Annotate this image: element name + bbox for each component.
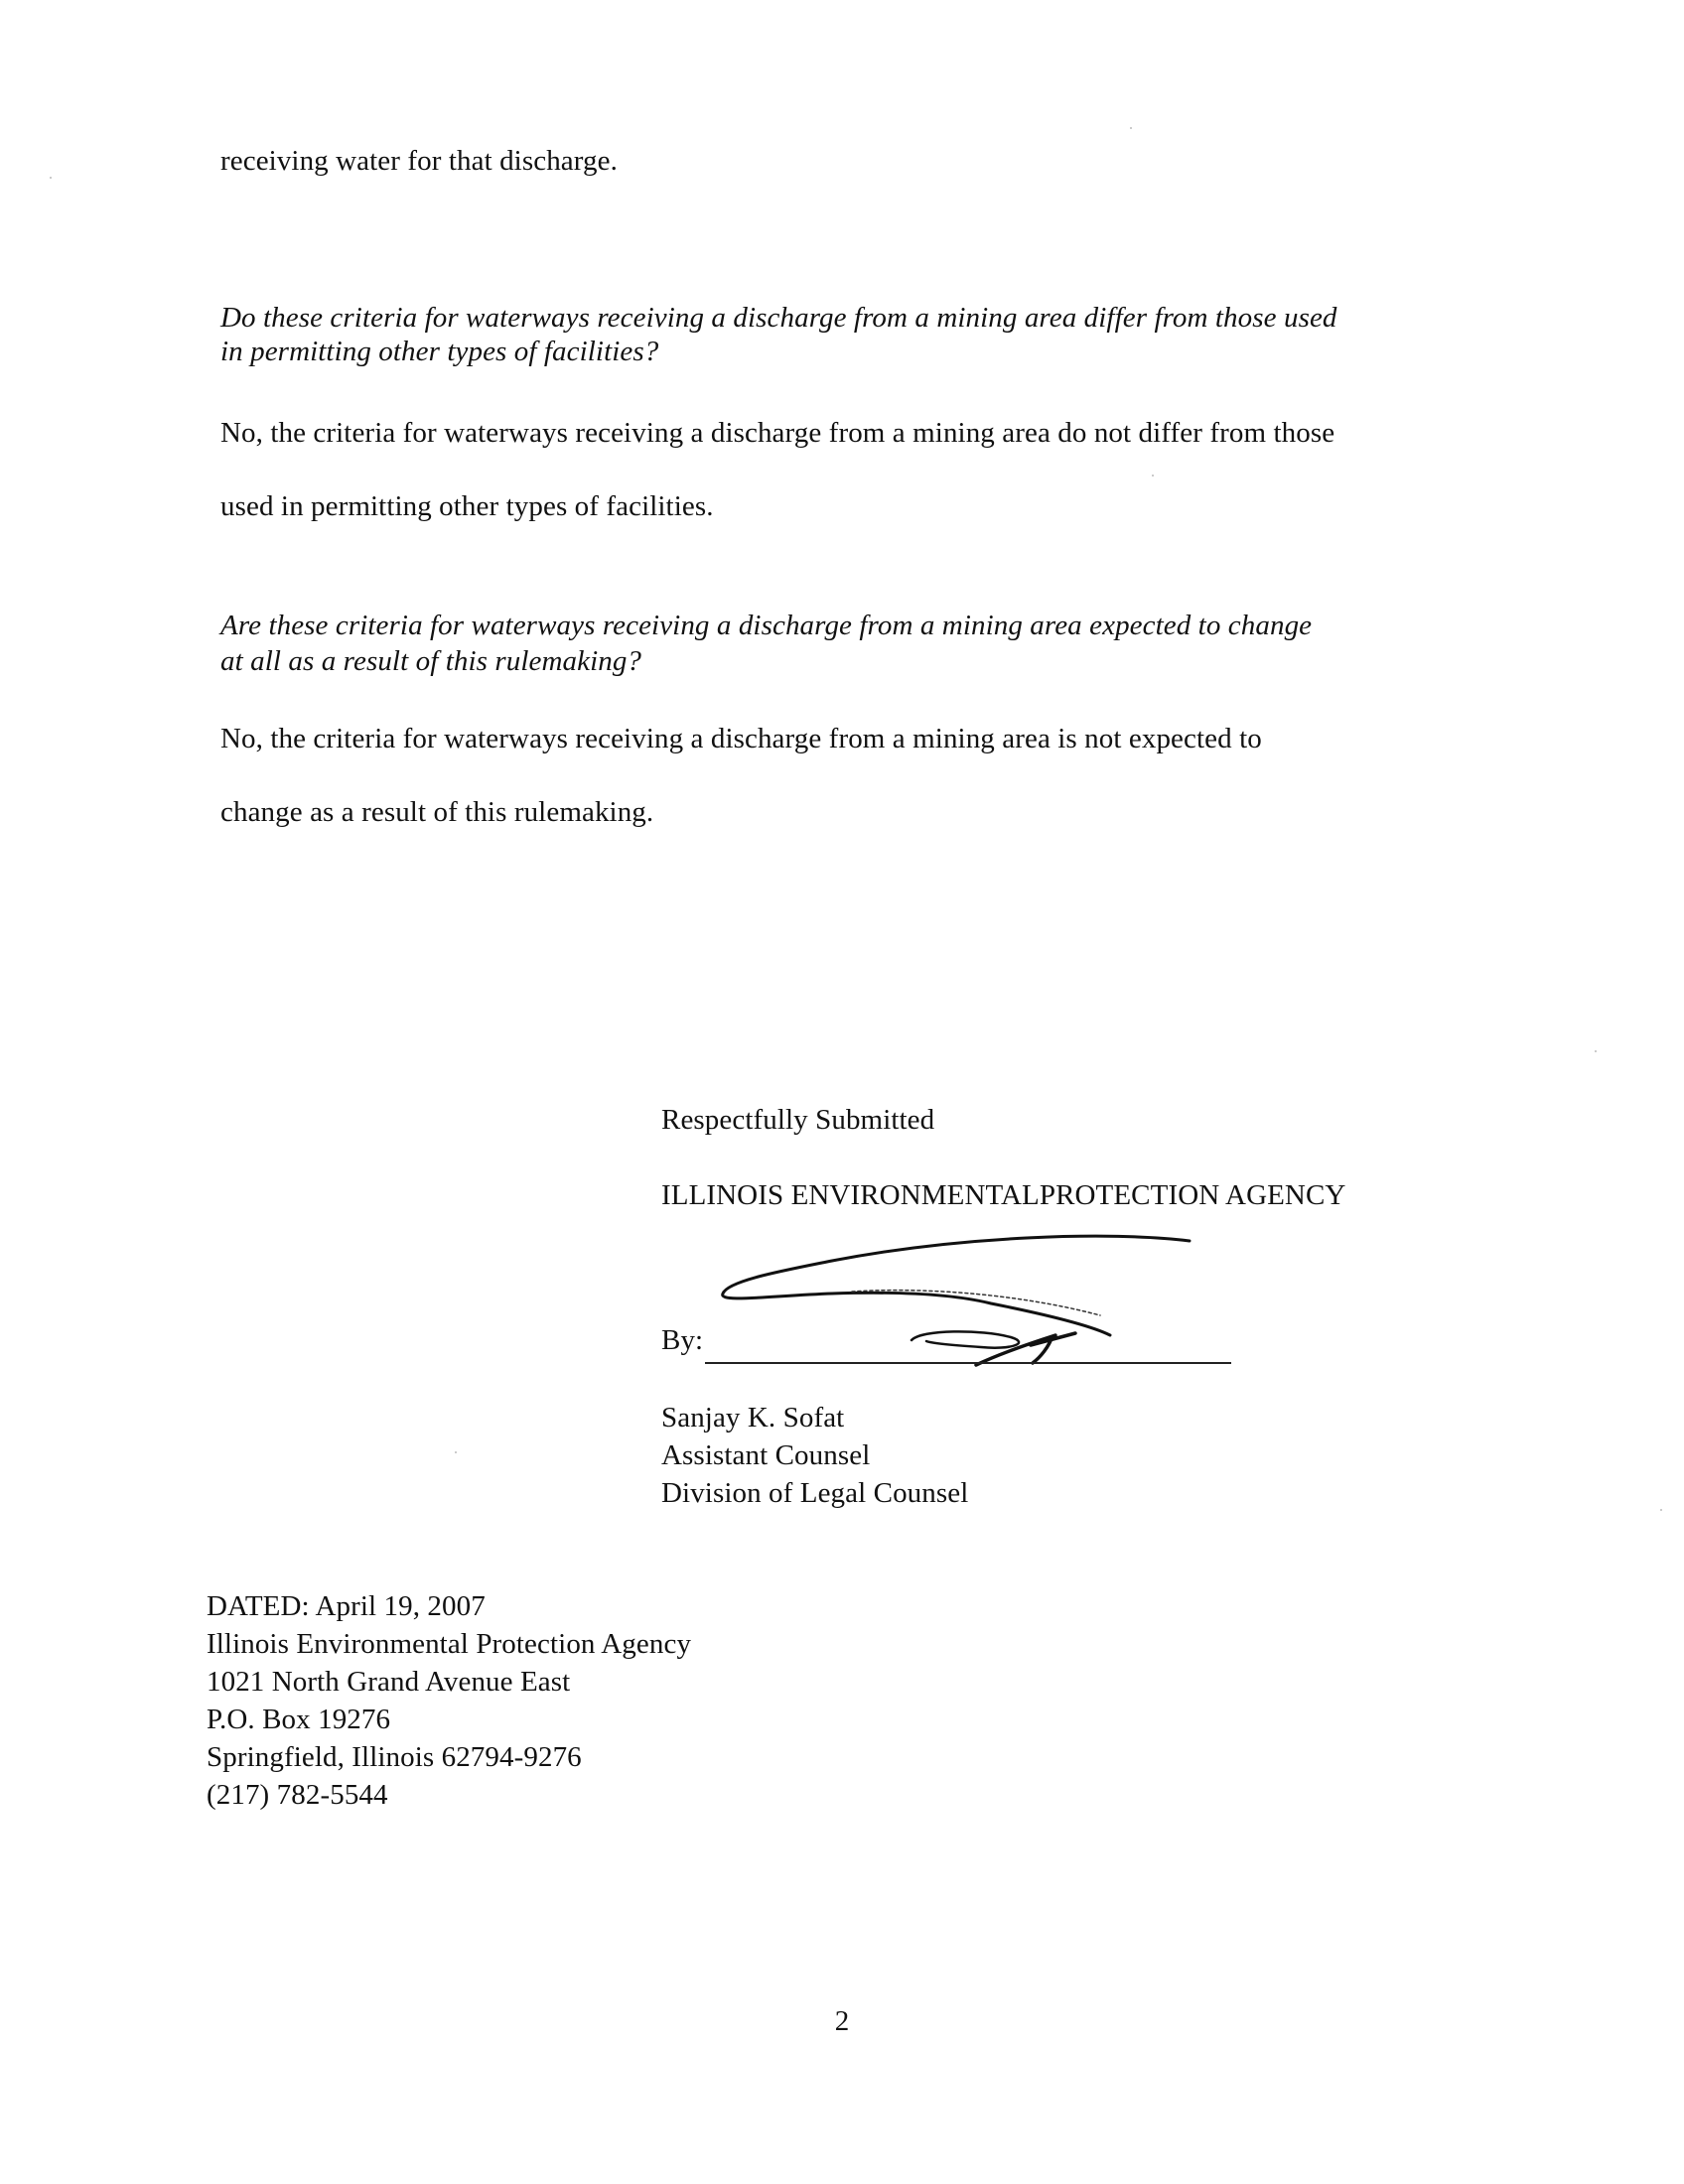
scan-speck xyxy=(1130,127,1132,129)
scan-speck xyxy=(1595,1050,1597,1052)
answer-1-line-2: used in permitting other types of facilities. xyxy=(220,490,714,522)
closing-text: Respectfully Submitted xyxy=(661,1104,935,1136)
answer-1-line-1: No, the criteria for waterways receiving a discharge from a mining area do not differ from those xyxy=(220,417,1335,449)
address-city: Springfield, Illinois 62794-9276 xyxy=(207,1741,582,1773)
question-2-line-1: Are these criteria for waterways receiving a discharge from a mining area expected to change xyxy=(220,610,1313,641)
address-phone: (217) 782-5544 xyxy=(207,1779,388,1811)
agency-name: ILLINOIS ENVIRONMENTALPROTECTION AGENCY xyxy=(661,1179,1346,1211)
by-label: By: xyxy=(661,1324,704,1356)
signature-line xyxy=(705,1362,1231,1364)
page-number: 2 xyxy=(834,2005,850,2037)
question-1-line-1: Do these criteria for waterways receiving a discharge from a mining area differ from those used xyxy=(220,302,1337,334)
question-1-line-2: in permitting other types of facilities? xyxy=(220,336,659,367)
signer-name: Sanjay K. Sofat xyxy=(661,1402,845,1433)
handwritten-signature xyxy=(713,1226,1209,1375)
answer-2-line-2: change as a result of this rulemaking. xyxy=(220,796,654,828)
signer-division: Division of Legal Counsel xyxy=(661,1477,969,1509)
scan-speck xyxy=(1660,1509,1662,1511)
question-2-line-2: at all as a result of this rulemaking? xyxy=(220,645,642,677)
scan-speck xyxy=(1152,475,1154,477)
address-street: 1021 North Grand Avenue East xyxy=(207,1666,571,1698)
answer-2-line-1: No, the criteria for waterways receiving a discharge from a mining area is not expected to xyxy=(220,723,1262,754)
dated-line: DATED: April 19, 2007 xyxy=(207,1590,486,1622)
signer-title: Assistant Counsel xyxy=(661,1439,871,1471)
scan-speck xyxy=(50,177,52,179)
address-po-box: P.O. Box 19276 xyxy=(207,1704,391,1735)
address-agency: Illinois Environmental Protection Agency xyxy=(207,1628,692,1660)
scan-speck xyxy=(455,1451,457,1453)
continuation-text: receiving water for that discharge. xyxy=(220,145,618,177)
